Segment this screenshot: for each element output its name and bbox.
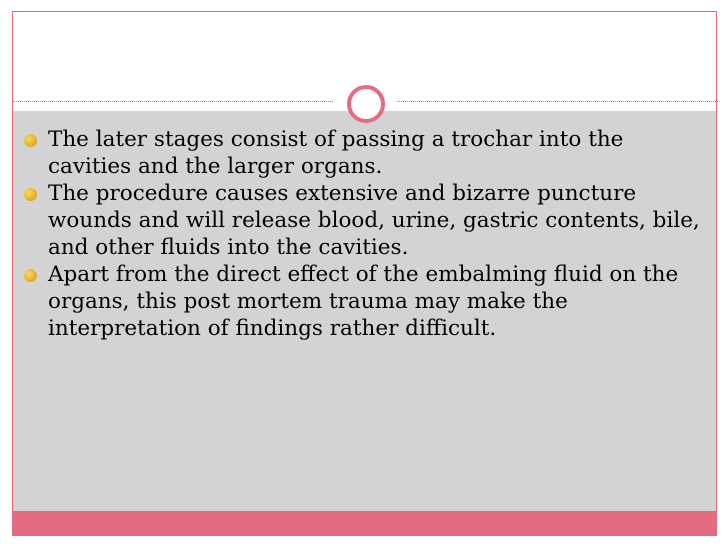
bullet-item [22,126,702,180]
divider-line-right [397,101,718,102]
bullet-dot-icon [24,188,37,201]
divider-line-left [13,101,333,102]
bullet-text: The later stages consist of passing a trochar into the cavities and the larger organs. [48,127,624,179]
bullet-text: The procedure causes extensive and bizarre puncture wounds and will release blood, urine, gastric contents, bile, and other fluids into the cavities. [48,181,700,260]
circle-ornament-icon [347,85,385,123]
bullet-item [22,180,702,261]
bullet-dot-icon [24,134,37,147]
bullet-list [22,126,702,342]
bullet-text: Apart from the direct effect of the embalming fluid on the organs, this post mortem trauma may make the interpretation of findings rather difficult. [48,262,679,341]
bullet-item [22,261,702,342]
footer-band [13,511,716,535]
bullet-dot-icon [24,269,37,282]
